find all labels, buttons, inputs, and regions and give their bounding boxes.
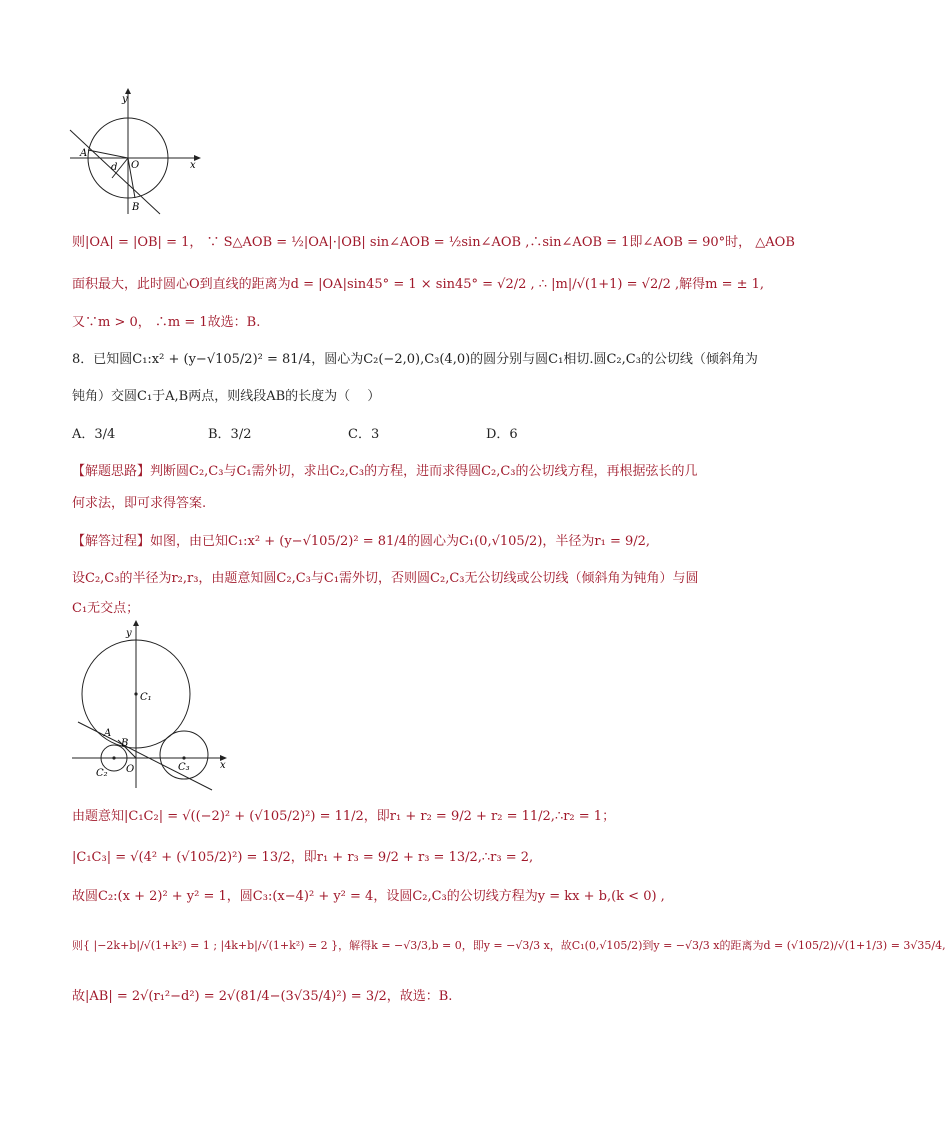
q8-option-b: B．3/2 (208, 427, 252, 442)
label-y: y (122, 94, 128, 105)
label-c1: C₁ (140, 692, 152, 703)
y-arrow-2 (133, 620, 139, 626)
point-c1 (134, 692, 137, 695)
point-c3 (182, 756, 185, 759)
label-c3: C₃ (178, 762, 190, 773)
process-line-1 (72, 533, 732, 551)
label-x: x (190, 160, 196, 171)
process-text-1: 如图，由已知C₁:x² + (y−√105/2)² = 81/4的圆心为C₁(0,√105/2)，半径为r₁ = 9/2, (150, 534, 651, 549)
figure-three-circles (70, 622, 240, 790)
label-b-2: B (121, 738, 129, 749)
q8-option-d: D．6 (486, 427, 518, 442)
sol7-line-1: 则|OA| = |OB| = 1， ∵ S△AOB = ½|OA|·|OB| sin∠AOB = ½sin∠AOB ,∴sin∠AOB = 1即∠AOB = 90°时， △AOB (72, 235, 795, 250)
label-o: O (131, 160, 140, 171)
label-y-2: y (126, 628, 132, 639)
sol8-line-2: |C₁C₃| = √(4² + (√105/2)²) = 13/2，即r₁ + r₃ = 9/2 + r₃ = 13/2,∴r₃ = 2, (72, 850, 534, 865)
q8-stem-line-2: 钝角）交圆C₁于A,B两点，则线段AB的长度为（ ） (72, 389, 381, 404)
sol8-line-3: 故圆C₂:(x + 2)² + y² = 1，圆C₃:(x−4)² + y² = 4，设圆C₂,C₃的公切线方程为y = kx + b,(k < 0) , (72, 889, 665, 904)
sol7-line-2: 面积最大，此时圆心O到直线的距离为d = |OA|sin45° = 1 × sin45° = √2/2 , ∴ |m|/√(1+1) = √2/2 ,解得m = ± 1, (72, 277, 765, 292)
q8-option-c: C．3 (348, 427, 380, 442)
sol8-line-4: 则{ |−2k+b|/√(1+k²) = 1 ; |4k+b|/√(1+k²) = 2 }，解得k = −√3/3,b = 0，即y = −√3/3 x，故C₁(0,√105/2)到y = −√3/3 x的距离为d = (√105/2)/√(1+1/3) = 3√35/4, (72, 939, 946, 952)
sol7-line-3: 又∵m > 0， ∴m = 1故选：B. (72, 315, 261, 330)
q8-stem-line-1: 8．已知圆C₁:x² + (y−√105/2)² = 81/4，圆心为C₂(−2,0),C₃(4,0)的圆分别与圆C₁相切.圆C₂,C₃的公切线（倾斜角为 (72, 352, 758, 367)
process-tag: 【解答过程】 (72, 534, 151, 549)
analysis-text-1: 判断圆C₂,C₃与C₁需外切，求出C₂,C₃的方程，进而求得圆C₂,C₃的公切线方程，再根据弦长的几 (150, 464, 698, 479)
label-o-2: O (126, 764, 135, 775)
label-d: d (111, 162, 118, 173)
label-a-2: A (104, 728, 112, 739)
label-x-2: x (220, 760, 226, 771)
analysis-line-2: 何求法，即可求得答案. (72, 496, 207, 511)
q8-option-a: A．3/4 (72, 427, 116, 442)
label-a: A (80, 148, 88, 159)
sol8-line-1: 由题意知|C₁C₂| = √((−2)² + (√105/2)²) = 11/2，即r₁ + r₂ = 9/2 + r₂ = 11/2,∴r₂ = 1； (72, 809, 616, 824)
point-c2 (112, 756, 115, 759)
sol8-line-5: 故|AB| = 2√(r₁²−d²) = 2√(81/4−(3√35/4)²) = 3/2，故选：B. (72, 989, 453, 1004)
label-c2: C₂ (96, 768, 108, 779)
label-b: B (132, 202, 140, 213)
process-line-3: C₁无交点； (72, 601, 140, 616)
figure-unit-circle (68, 92, 208, 216)
segment-oa (88, 150, 128, 158)
process-line-2: 设C₂,C₃的半径为r₂,r₃，由题意知圆C₂,C₃与C₁需外切，否则圆C₂,C₃无公切线或公切线（倾斜角为钝角）与圆 (72, 571, 699, 586)
analysis-line-1 (72, 463, 732, 481)
analysis-tag: 【解题思路】 (72, 464, 151, 479)
